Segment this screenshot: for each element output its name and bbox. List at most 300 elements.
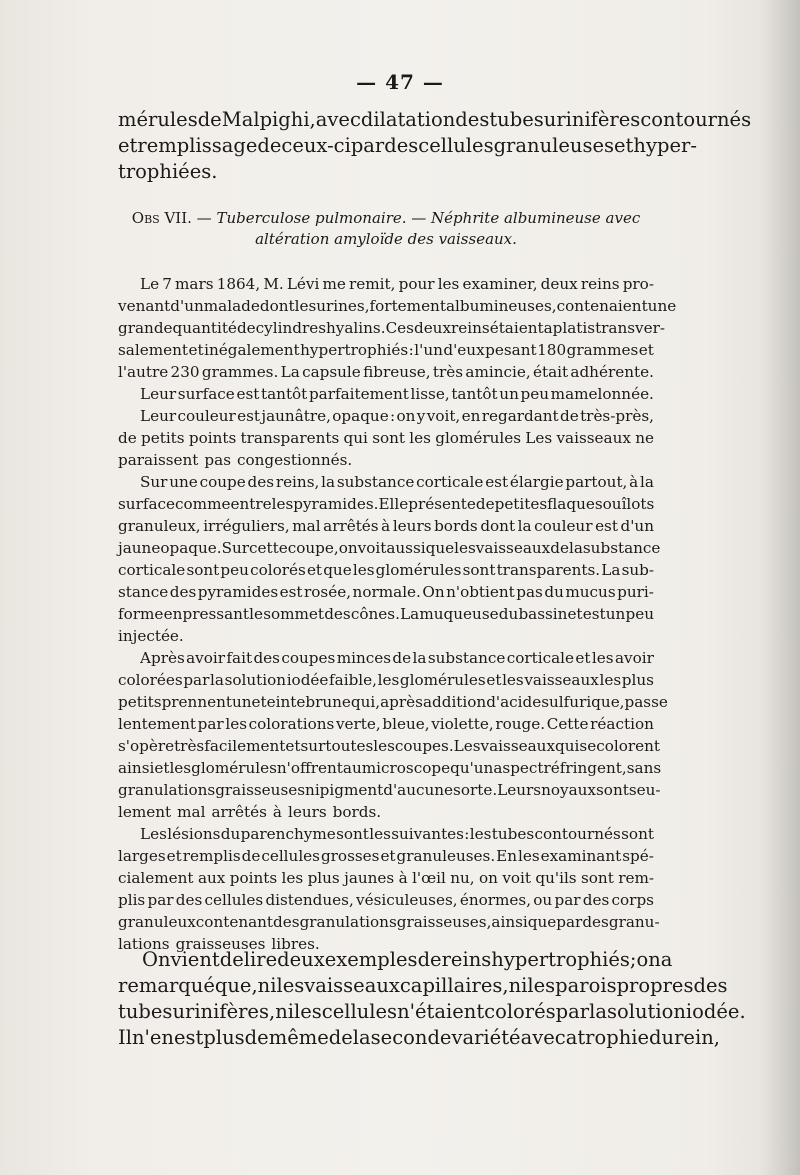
word: iodée: [286, 671, 329, 689]
word: glomérules: [375, 561, 462, 579]
word: deux: [413, 319, 452, 337]
word: les: [271, 495, 294, 513]
word: me: [322, 275, 346, 293]
word: mamelonnée.: [550, 385, 654, 403]
word: En: [496, 847, 518, 865]
word: coupes.: [394, 737, 454, 755]
word: opaque: [332, 407, 389, 425]
word: La: [400, 605, 420, 623]
word: ainsi: [491, 913, 528, 931]
word: qui: [343, 429, 368, 447]
word: les: [599, 671, 622, 689]
word: et: [166, 847, 182, 865]
word: examiner,: [462, 275, 538, 293]
word: mal: [177, 803, 206, 821]
text-line: [118, 669, 654, 691]
word: n'offrent: [276, 759, 343, 777]
text-line: [118, 889, 654, 911]
word: atrophie: [565, 1026, 650, 1049]
word: transparents: [240, 429, 340, 447]
word: voit: [502, 869, 532, 887]
word: est: [582, 605, 606, 623]
word: vaisseaux: [556, 429, 631, 447]
word: seu-: [628, 781, 661, 799]
text-line: [118, 999, 746, 1025]
word: élargie: [509, 473, 564, 491]
word: de: [241, 847, 261, 865]
word: faible,: [329, 671, 377, 689]
word: sans: [626, 759, 662, 777]
word: du: [544, 583, 564, 601]
word: pas: [204, 451, 231, 469]
discussion-paragraph: [118, 947, 746, 1051]
word: la: [210, 671, 224, 689]
word: corticale: [118, 561, 186, 579]
word: et: [154, 759, 170, 777]
text-line: [118, 823, 654, 845]
word: partout,: [565, 473, 628, 491]
word: cette: [249, 539, 288, 557]
word: hyalins.: [326, 319, 386, 337]
word: granuleuses.: [396, 847, 496, 865]
text-line: [118, 845, 654, 867]
word: a: [660, 948, 673, 971]
word: deux: [540, 275, 578, 293]
word: toutes: [325, 737, 374, 755]
word: entre: [230, 495, 272, 513]
word: de: [328, 1026, 353, 1049]
word: dont: [480, 517, 516, 535]
word: on: [636, 948, 661, 971]
word: granuleux: [118, 913, 196, 931]
word: transparents.: [496, 561, 601, 579]
word: les: [454, 539, 476, 557]
word: plis: [118, 891, 146, 909]
word: de: [257, 134, 282, 157]
word: de: [550, 539, 569, 557]
word: jaunes: [344, 869, 395, 887]
text-line: [118, 361, 654, 383]
word: urines,: [316, 297, 370, 315]
word: à: [272, 803, 282, 821]
word: quantité: [172, 319, 237, 337]
text-line: [118, 317, 666, 339]
word: deux: [277, 948, 325, 971]
word: de: [219, 948, 244, 971]
word: parfaitement: [308, 385, 409, 403]
word: des: [582, 891, 610, 909]
word: vient: [170, 948, 220, 971]
word: les: [409, 429, 431, 447]
word: facilement: [204, 737, 286, 755]
word: qu'ils: [535, 869, 577, 887]
word: pressant: [182, 605, 250, 623]
word: d'un: [620, 517, 654, 535]
word: les: [293, 1000, 322, 1023]
word: bords: [434, 517, 478, 535]
word: colorés: [484, 1000, 556, 1023]
word: surface: [118, 495, 176, 513]
word: noyaux: [541, 781, 597, 799]
word: granuleux,: [118, 517, 201, 535]
word: arrêtés: [323, 517, 379, 535]
word: minces: [336, 649, 392, 667]
word: du: [220, 825, 241, 843]
word: très-près,: [580, 407, 654, 425]
word: remarqué: [118, 974, 215, 997]
text-line: [118, 273, 654, 295]
word: spé-: [622, 847, 654, 865]
word: de: [392, 649, 412, 667]
word: les: [352, 561, 375, 579]
word: de: [475, 495, 495, 513]
word: opaque.: [160, 539, 222, 557]
word: :: [464, 825, 470, 843]
word: réfringent,: [543, 759, 627, 777]
word: y: [416, 407, 426, 425]
word: solution: [606, 1000, 686, 1023]
word: leurs: [287, 803, 327, 821]
word: est: [485, 473, 509, 491]
word: paraissent: [118, 451, 199, 469]
word: est: [595, 517, 618, 535]
word: grammes: [566, 341, 639, 359]
word: ne: [635, 429, 654, 447]
word: graisseuses: [175, 935, 266, 953]
word: avoir: [186, 649, 226, 667]
word: microscope: [361, 759, 451, 777]
word: venant: [118, 297, 171, 315]
text-line: [118, 107, 752, 133]
text-line: [118, 735, 660, 757]
word: remplissage: [137, 134, 258, 157]
text-line: [118, 559, 654, 581]
word: pro-: [622, 275, 654, 293]
word: fortement: [369, 297, 446, 315]
word: n'étaient: [397, 1000, 485, 1023]
word: ni: [275, 1000, 294, 1023]
word: solution: [224, 671, 287, 689]
word: des: [582, 913, 609, 931]
observation-heading-line-1: Obs VII. — Tuberculose pulmonaire. — Néphrite albumineuse avec: [131, 209, 641, 227]
word: l'autre: [118, 363, 169, 381]
word: Le: [140, 275, 160, 293]
word: :: [390, 407, 396, 425]
word: présente: [408, 495, 476, 513]
word: les: [518, 847, 540, 865]
word: sub-: [621, 561, 654, 579]
word: est: [236, 385, 260, 403]
word: muqueuse: [419, 605, 499, 623]
text-line: [118, 339, 654, 361]
word: les: [169, 759, 192, 777]
word: cialement: [118, 869, 194, 887]
word: colorés: [250, 561, 306, 579]
word: plus: [621, 671, 654, 689]
word: coupe,: [287, 539, 339, 557]
word: pour: [398, 275, 435, 293]
word: contenaient: [556, 297, 648, 315]
word: de: [118, 429, 137, 447]
word: bords.: [332, 803, 382, 821]
word: était: [532, 363, 569, 381]
word: libres.: [271, 935, 320, 953]
word: coupe: [199, 473, 246, 491]
word: plus: [203, 1026, 245, 1049]
word: voit,: [426, 407, 461, 425]
word: Les: [140, 825, 167, 843]
word: un: [605, 605, 626, 623]
text-line: [118, 867, 654, 889]
word: la: [321, 473, 336, 491]
word: sur: [300, 737, 326, 755]
word: pyramides.: [293, 495, 379, 513]
word: cônes.: [350, 605, 400, 623]
word: des: [324, 605, 351, 623]
word: congestionnés.: [237, 451, 353, 469]
word: et: [380, 847, 396, 865]
word: sont: [580, 869, 614, 887]
word: substance: [582, 539, 661, 557]
word: iodée.: [685, 1000, 746, 1023]
text-line: [118, 973, 728, 999]
word: la: [640, 473, 654, 491]
word: reins: [451, 319, 490, 337]
word: graisseuses: [215, 781, 306, 799]
word: irréguliers,: [203, 517, 290, 535]
word: vésiculeuses,: [356, 891, 458, 909]
word: on: [479, 869, 498, 887]
word: est: [237, 407, 261, 425]
word: des: [384, 134, 419, 157]
word: très: [174, 737, 205, 755]
word: salement: [118, 341, 188, 359]
word: corticale: [416, 473, 484, 491]
word: de: [197, 108, 222, 131]
word: le: [249, 605, 264, 623]
word: Sur: [140, 473, 168, 491]
word: flaques: [547, 495, 603, 513]
word: reins: [580, 275, 620, 293]
word: 230: [170, 363, 200, 381]
word: grammes.: [201, 363, 279, 381]
word: Sur: [221, 539, 250, 557]
word: par: [555, 1000, 590, 1023]
word: puri-: [617, 583, 654, 601]
text-line: [118, 691, 668, 713]
word: les: [276, 974, 305, 997]
word: des: [273, 913, 300, 931]
word: sont: [372, 429, 406, 447]
word: les: [502, 671, 524, 689]
word: les: [437, 275, 460, 293]
word: hyper-: [633, 134, 697, 157]
word: une: [169, 473, 198, 491]
word: transver-: [595, 319, 666, 337]
word: cylindres: [255, 319, 327, 337]
word: les: [591, 649, 614, 667]
word: les: [225, 715, 247, 733]
word: s'opère: [118, 737, 175, 755]
word: pas: [516, 583, 543, 601]
word: sommet: [263, 605, 325, 623]
word: colorées: [118, 671, 183, 689]
word: qu'un: [450, 759, 494, 777]
word: des: [455, 108, 490, 131]
word: pesant: [485, 341, 537, 359]
word: on: [396, 407, 416, 425]
word: et: [118, 134, 138, 157]
word: glomérules: [399, 671, 486, 689]
text-line: [118, 159, 654, 185]
word: énormes,: [459, 891, 532, 909]
word: substance: [427, 649, 506, 667]
word: propres: [616, 974, 694, 997]
word: on: [338, 539, 358, 557]
word: couleur: [534, 517, 593, 535]
text-line: [118, 471, 654, 493]
word: Après: [140, 649, 185, 667]
word: à: [398, 869, 408, 887]
word: tantôt: [261, 385, 308, 403]
word: granuleuses: [493, 134, 615, 157]
word: La: [280, 363, 300, 381]
observation-heading-line-2: altération amyloïde des vaisseaux.: [255, 230, 517, 248]
word: les: [527, 974, 556, 997]
text-line: [118, 801, 654, 823]
word: amincie,: [465, 363, 531, 381]
word: est: [173, 1026, 204, 1049]
word: remit,: [349, 275, 396, 293]
word: sont: [336, 825, 369, 843]
word: parenchyme: [240, 825, 336, 843]
word: pigment: [319, 781, 384, 799]
word: ceux-ci: [281, 134, 351, 157]
word: des: [253, 649, 280, 667]
word: examinant: [540, 847, 622, 865]
word: addition: [422, 693, 487, 711]
word: en: [163, 605, 183, 623]
word: les: [294, 297, 317, 315]
word: Lévi: [286, 275, 320, 293]
word: sont: [462, 561, 496, 579]
word: rein,: [674, 1026, 720, 1049]
word: par: [147, 891, 174, 909]
word: par: [554, 891, 581, 909]
word: l'un: [414, 341, 443, 359]
word: substance: [336, 473, 415, 491]
word: points: [188, 429, 237, 447]
word: les: [281, 869, 304, 887]
word: mal: [292, 517, 321, 535]
text-line: [118, 295, 677, 317]
word: se: [579, 737, 597, 755]
word: vaisseaux: [475, 539, 551, 557]
word: lisse,: [410, 385, 450, 403]
text-line: [118, 625, 654, 647]
text-line: [118, 537, 661, 559]
word: suivantes: [391, 825, 464, 843]
word: ou: [602, 495, 622, 513]
word: ou: [533, 891, 553, 909]
word: regardant: [481, 407, 559, 425]
word: cellules: [321, 1000, 398, 1023]
word: Il: [118, 1026, 132, 1049]
word: nu,: [450, 869, 475, 887]
word: tubes: [491, 825, 535, 843]
word: qui,: [350, 693, 381, 711]
word: glomérules: [435, 429, 522, 447]
word: avec: [520, 1026, 566, 1049]
word: jaunâtre,: [261, 407, 331, 425]
word: teinte: [260, 693, 306, 711]
word: corps: [611, 891, 654, 909]
word: albumineuses,: [445, 297, 557, 315]
word: prennent: [161, 693, 232, 711]
word: petites: [494, 495, 548, 513]
word: 7: [162, 275, 172, 293]
word: urinifères,: [172, 1000, 276, 1023]
word: lement: [118, 803, 172, 821]
word: arrêtés: [211, 803, 267, 821]
word: l'œil: [412, 869, 446, 887]
word: normale.: [352, 583, 421, 601]
word: la: [568, 539, 583, 557]
word: sont: [596, 781, 629, 799]
word: rouge.: [495, 715, 546, 733]
word: tubes: [118, 1000, 173, 1023]
text-line: [118, 947, 673, 973]
word: de: [236, 319, 256, 337]
word: la: [412, 649, 427, 667]
word: les: [377, 671, 400, 689]
page-number: — 47 —: [356, 70, 444, 94]
word: urinifères: [543, 108, 641, 131]
word: hypertrophiés;: [491, 948, 637, 971]
text-line: [118, 757, 662, 779]
word: une: [231, 693, 261, 711]
word: cellules: [261, 847, 320, 865]
word: cellules: [418, 134, 494, 157]
word: des: [247, 473, 275, 491]
word: corticale: [506, 649, 575, 667]
word: sont: [621, 825, 654, 843]
word: mars: [175, 275, 214, 293]
word: aussi: [386, 539, 426, 557]
observation-heading: [118, 208, 654, 250]
word: après: [380, 693, 423, 711]
word: que: [323, 561, 352, 579]
word: et: [614, 134, 634, 157]
word: rosée,: [304, 583, 352, 601]
word: tubes: [489, 108, 544, 131]
word: Leur: [140, 385, 177, 403]
word: sont: [186, 561, 220, 579]
word: des: [693, 974, 728, 997]
word: les: [369, 825, 391, 843]
word: tantôt: [451, 385, 498, 403]
word: aux: [197, 869, 226, 887]
word: et: [188, 341, 204, 359]
word: M.: [263, 275, 284, 293]
word: contournés: [640, 108, 752, 131]
word: passe: [624, 693, 668, 711]
word: peu: [220, 561, 249, 579]
word: d'un: [170, 297, 204, 315]
text-line: [118, 133, 697, 159]
word: comme: [175, 495, 231, 513]
word: et: [486, 671, 502, 689]
